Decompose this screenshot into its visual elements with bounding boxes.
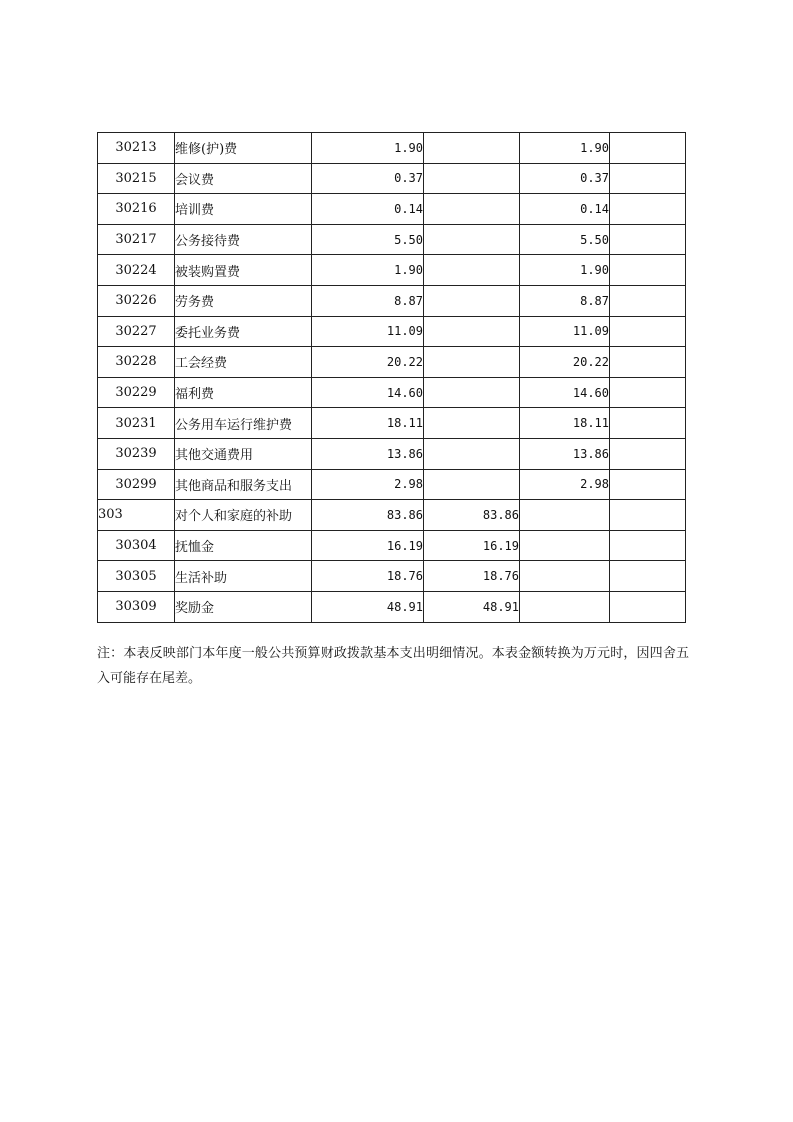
extra-amount-cell: [610, 500, 686, 531]
subject-name-cell: 福利费: [175, 377, 312, 408]
subject-name-cell: 抚恤金: [175, 530, 312, 561]
extra-amount-cell: [610, 224, 686, 255]
public-amount-cell: 1.90: [520, 255, 610, 286]
total-amount-cell: 20.22: [312, 347, 424, 378]
public-amount-cell: 5.50: [520, 224, 610, 255]
extra-amount-cell: [610, 194, 686, 225]
total-amount-cell: 14.60: [312, 377, 424, 408]
table-row: [98, 438, 686, 469]
subject-name-cell: 公务用车运行维护费: [175, 408, 312, 439]
extra-amount-cell: [610, 316, 686, 347]
extra-amount-cell: [610, 469, 686, 500]
extra-amount-cell: [610, 408, 686, 439]
personnel-amount-cell: [424, 133, 520, 164]
subject-code-cell: 30227: [98, 316, 175, 347]
subject-name-cell: 其他交通费用: [175, 438, 312, 469]
total-amount-cell: 83.86: [312, 500, 424, 531]
table-row: [98, 163, 686, 194]
table-row: [98, 347, 686, 378]
subject-code-cell: 30231: [98, 408, 175, 439]
personnel-amount-cell: [424, 347, 520, 378]
public-amount-cell: [520, 530, 610, 561]
personnel-amount-cell: [424, 316, 520, 347]
table-row: [98, 377, 686, 408]
extra-amount-cell: [610, 347, 686, 378]
subject-code-cell: 30215: [98, 163, 175, 194]
subject-name-cell: 被装购置费: [175, 255, 312, 286]
subject-name-cell: 工会经费: [175, 347, 312, 378]
public-amount-cell: 0.14: [520, 194, 610, 225]
extra-amount-cell: [610, 561, 686, 592]
subject-name-cell: 公务接待费: [175, 224, 312, 255]
table-note: 注：本表反映部门本年度一般公共预算财政拨款基本支出明细情况。本表金额转换为万元时，因四舍五入可能存在尾差。: [97, 646, 689, 686]
subject-name-cell: 会议费: [175, 163, 312, 194]
personnel-amount-cell: 83.86: [424, 500, 520, 531]
table-row: [98, 133, 686, 164]
subject-code-cell: 30224: [98, 255, 175, 286]
subject-name-cell: 委托业务费: [175, 316, 312, 347]
table-row: [98, 408, 686, 439]
personnel-amount-cell: [424, 408, 520, 439]
extra-amount-cell: [610, 530, 686, 561]
subject-code-cell: 303: [98, 500, 175, 531]
personnel-amount-cell: [424, 163, 520, 194]
personnel-amount-cell: 48.91: [424, 591, 520, 622]
public-amount-cell: 20.22: [520, 347, 610, 378]
subject-code-cell: 30309: [98, 591, 175, 622]
subject-code-cell: 30226: [98, 285, 175, 316]
subject-name-cell: 劳务费: [175, 285, 312, 316]
personnel-amount-cell: [424, 255, 520, 286]
extra-amount-cell: [610, 255, 686, 286]
table-row: [98, 561, 686, 592]
extra-amount-cell: [610, 133, 686, 164]
total-amount-cell: 5.50: [312, 224, 424, 255]
extra-amount-cell: [610, 591, 686, 622]
personnel-amount-cell: [424, 469, 520, 500]
table-row: [98, 500, 686, 531]
public-amount-cell: 2.98: [520, 469, 610, 500]
table-row: [98, 194, 686, 225]
public-amount-cell: [520, 591, 610, 622]
total-amount-cell: 1.90: [312, 255, 424, 286]
public-amount-cell: [520, 500, 610, 531]
subject-name-cell: 培训费: [175, 194, 312, 225]
total-amount-cell: 16.19: [312, 530, 424, 561]
table-row: [98, 224, 686, 255]
subject-name-cell: 对个人和家庭的补助: [175, 500, 312, 531]
public-amount-cell: 13.86: [520, 438, 610, 469]
personnel-amount-cell: [424, 438, 520, 469]
extra-amount-cell: [610, 438, 686, 469]
personnel-amount-cell: 18.76: [424, 561, 520, 592]
table-body: [98, 133, 686, 623]
subject-code-cell: 30216: [98, 194, 175, 225]
subject-name-cell: 奖励金: [175, 591, 312, 622]
extra-amount-cell: [610, 377, 686, 408]
personnel-amount-cell: [424, 377, 520, 408]
subject-code-cell: 30217: [98, 224, 175, 255]
table-row: [98, 255, 686, 286]
subject-code-cell: 30299: [98, 469, 175, 500]
total-amount-cell: 0.14: [312, 194, 424, 225]
total-amount-cell: 13.86: [312, 438, 424, 469]
total-amount-cell: 11.09: [312, 316, 424, 347]
subject-code-cell: 30239: [98, 438, 175, 469]
public-amount-cell: 8.87: [520, 285, 610, 316]
budget-detail-table: [97, 132, 686, 623]
extra-amount-cell: [610, 285, 686, 316]
table-row: [98, 469, 686, 500]
total-amount-cell: 1.90: [312, 133, 424, 164]
public-amount-cell: 14.60: [520, 377, 610, 408]
subject-code-cell: 30213: [98, 133, 175, 164]
subject-name-cell: 维修(护)费: [175, 133, 312, 164]
total-amount-cell: 0.37: [312, 163, 424, 194]
subject-code-cell: 30229: [98, 377, 175, 408]
table-row: [98, 316, 686, 347]
extra-amount-cell: [610, 163, 686, 194]
personnel-amount-cell: [424, 194, 520, 225]
total-amount-cell: 18.76: [312, 561, 424, 592]
total-amount-cell: 18.11: [312, 408, 424, 439]
public-amount-cell: 0.37: [520, 163, 610, 194]
personnel-amount-cell: [424, 224, 520, 255]
public-amount-cell: 1.90: [520, 133, 610, 164]
public-amount-cell: 18.11: [520, 408, 610, 439]
personnel-amount-cell: [424, 285, 520, 316]
subject-code-cell: 30305: [98, 561, 175, 592]
table-row: [98, 591, 686, 622]
subject-code-cell: 30228: [98, 347, 175, 378]
table-row: [98, 285, 686, 316]
subject-code-cell: 30304: [98, 530, 175, 561]
subject-name-cell: 其他商品和服务支出: [175, 469, 312, 500]
table-row: [98, 530, 686, 561]
total-amount-cell: 2.98: [312, 469, 424, 500]
total-amount-cell: 48.91: [312, 591, 424, 622]
public-amount-cell: 11.09: [520, 316, 610, 347]
personnel-amount-cell: 16.19: [424, 530, 520, 561]
total-amount-cell: 8.87: [312, 285, 424, 316]
subject-name-cell: 生活补助: [175, 561, 312, 592]
public-amount-cell: [520, 561, 610, 592]
